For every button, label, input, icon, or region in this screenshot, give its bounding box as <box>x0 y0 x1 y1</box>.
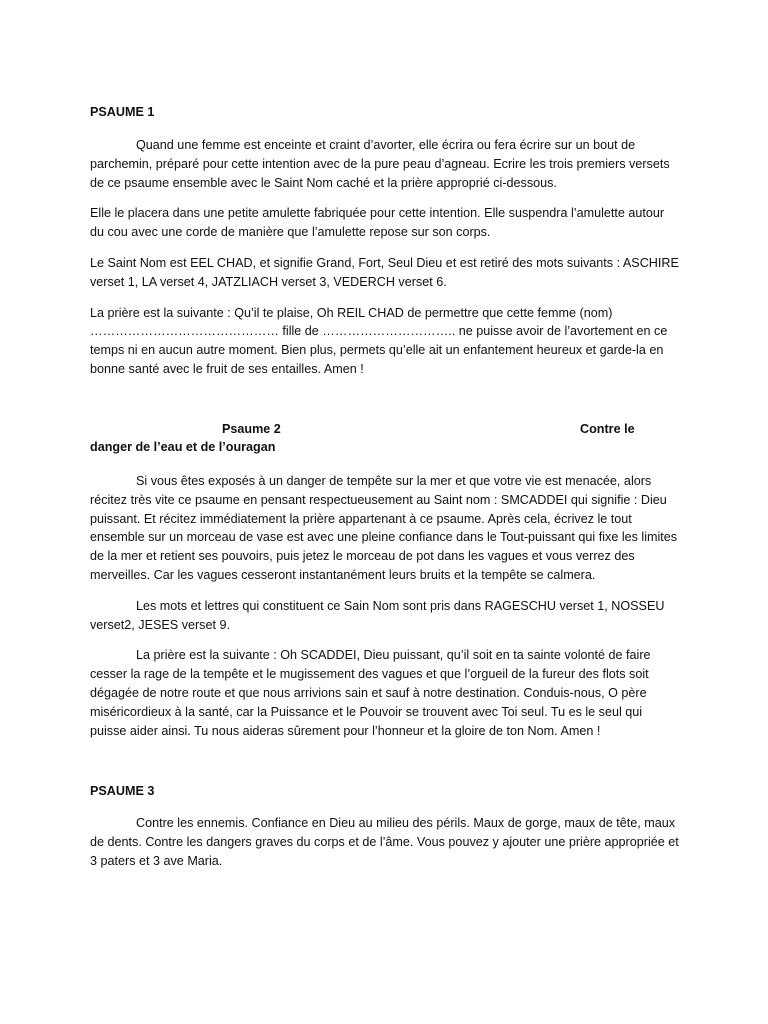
psaume-1-section <box>90 103 680 379</box>
psaume-1-paragraph-2: Elle le placera dans une petite amulette fabriquée pour cette intention. Elle suspendra l’amulette autour du cou avec une corde de manière que l’amulette repose sur son corps. <box>90 206 665 240</box>
psaume-2-title-subject-start: Contre le <box>580 422 635 436</box>
psaume-2-paragraph-1: Si vous êtes exposés à un danger de tempête sur la mer et que votre vie est menacée, alors récitez très vite ce psaume en pensant respectueusement au Saint nom : SMCADDEI qui signifie : Dieu puissant. Et récitez immédiatement la prière appartenant à ce psaume. Après cela, écrivez le tout ensemble sur un morceau de vase est avec une pleine confiance dans le Tout-puissant qui fixe les limites de la mer et retient ses pouvoirs, puis jetez le morceau de pot dans les vagues et vous verrez des merveilles. Car les vagues cesseront instantanément leurs bruits et la tempête se calmera. <box>90 474 678 582</box>
psaume-2-paragraph-3: La prière est la suivante : Oh SCADDEI, Dieu puissant, qu’il soit en ta sainte volonté de faire cesser la rage de la tempête et le mugissement des vagues et que l’orgueil de la fureur des flots soit dégagée de notre route et que nous arrivions sain et sauf à notre destination. Conduis-nous, O père miséricordieux à la santé, car la Puissance et le Pouvoir se trouvent avec Toi seul. Tu es le seul qui puisse aider ainsi. Tu nous aideras sûrement pour l’honneur et la gloire de ton Nom. Amen ! <box>90 648 651 738</box>
psaume-2-title-subject-end: danger de l’eau et de l’ouragan <box>90 440 276 454</box>
psaume-1-title: PSAUME 1 <box>90 105 155 119</box>
psaume-3-paragraph-1: Contre les ennemis. Confiance en Dieu au milieu des périls. Maux de gorge, maux de tête, maux de dents. Contre les dangers graves du corps et de l’âme. Vous pouvez y ajouter une prière appropriée et 3 paters et 3 ave Maria. <box>90 816 679 868</box>
psaume-1-paragraph-3: Le Saint Nom est EEL CHAD, et signifie Grand, Fort, Seul Dieu et est retiré des mots suivants : ASCHIRE verset 1, LA verset 4, JATZLIACH verset 3, VEDERCH verset 6. <box>90 255 679 289</box>
psaume-2-section <box>90 422 680 740</box>
psaume-2-title-name: Psaume 2 <box>222 422 281 436</box>
psaume-1-paragraph-1: Quand une femme est enceinte et craint d’avorter, elle écrira ou fera écrire sur un bout de parchemin, préparé pour cette intention avec de la pure peau d’agneau. Ecrire les trois premiers versets de ce psaume ensemble avec le Saint Nom caché et la prière approprié ci-dessous. <box>90 138 670 190</box>
psaume-1-paragraph-4: La prière est la suivante : Qu’il te plaise, Oh REIL CHAD de permettre que cette femme (nom) ……………………………………… fille de ………………………….. ne puisse avoir de l’avortement en ce temps ni en aucun autre moment. Bien plus, permets qu’elle ait un enfantement heureux et garde-la en bonne santé avec le fruit de ses entailles. Amen ! <box>90 305 668 376</box>
psaume-2-title <box>90 422 680 460</box>
psaume-3-title: PSAUME 3 <box>90 784 155 798</box>
psaume-3-section <box>90 782 680 870</box>
psaume-2-paragraph-2: Les mots et lettres qui constituent ce Sain Nom sont pris dans RAGESCHU verset 1, NOSSEU verset2, JESES verset 9. <box>90 598 665 632</box>
